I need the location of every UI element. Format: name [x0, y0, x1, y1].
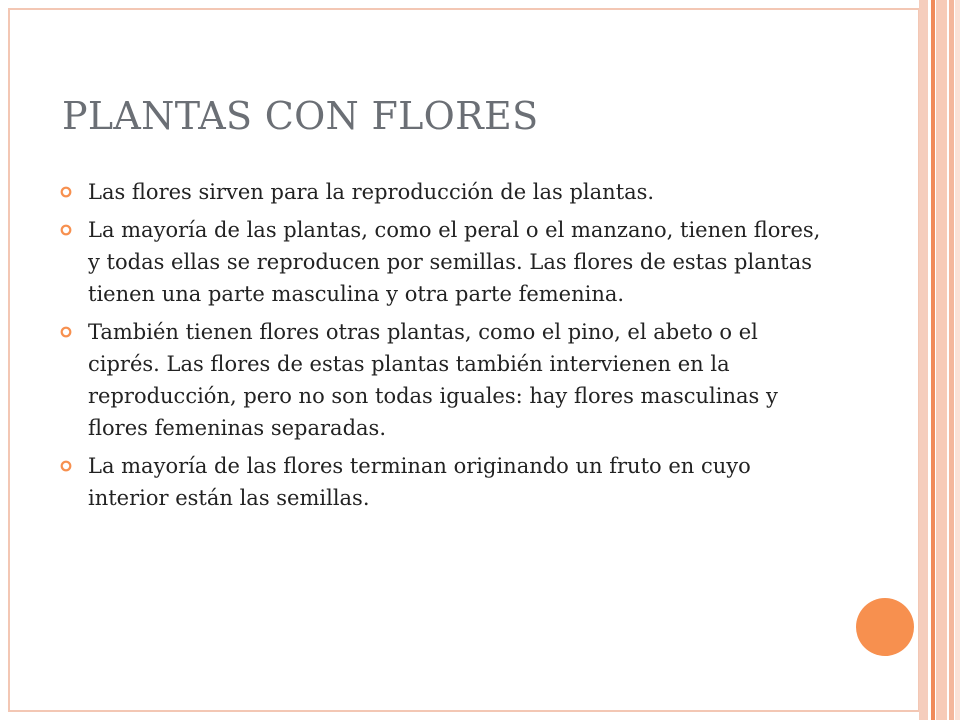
right-decorative-band	[955, 0, 960, 720]
slide-title: PLANTAS CON FLORES	[62, 94, 539, 138]
bullet-text: También tienen flores otras plantas, como el pino, el abeto o el ciprés. Las flores de estas plantas también intervienen en la reproducción, pero no son todas iguales: hay flores masculinas y flores femeninas separadas.	[88, 320, 778, 440]
right-decorative-band	[936, 0, 947, 720]
open-circle-bullet-icon	[60, 326, 72, 338]
bullet-text: Las flores sirven para la reproducción de las plantas.	[88, 180, 655, 204]
open-circle-bullet-icon	[60, 460, 72, 472]
bullet-item	[58, 214, 828, 310]
bullet-text: La mayoría de las plantas, como el peral o el manzano, tienen flores, y todas ellas se reproducen por semillas. Las flores de estas plantas tienen una parte masculina y otra parte femenina.	[88, 218, 821, 306]
bullet-list	[58, 176, 828, 520]
bullet-item	[58, 450, 828, 514]
bullet-text: La mayoría de las flores terminan originando un fruto en cuyo interior están las semillas.	[88, 454, 751, 510]
orange-circle-icon	[856, 598, 914, 656]
open-circle-bullet-icon	[60, 186, 72, 198]
right-decorative-band	[919, 0, 928, 720]
bullet-item	[58, 176, 828, 208]
right-decorative-band	[931, 0, 935, 720]
right-decorative-band	[949, 0, 954, 720]
bullet-item	[58, 316, 828, 444]
open-circle-bullet-icon	[60, 224, 72, 236]
